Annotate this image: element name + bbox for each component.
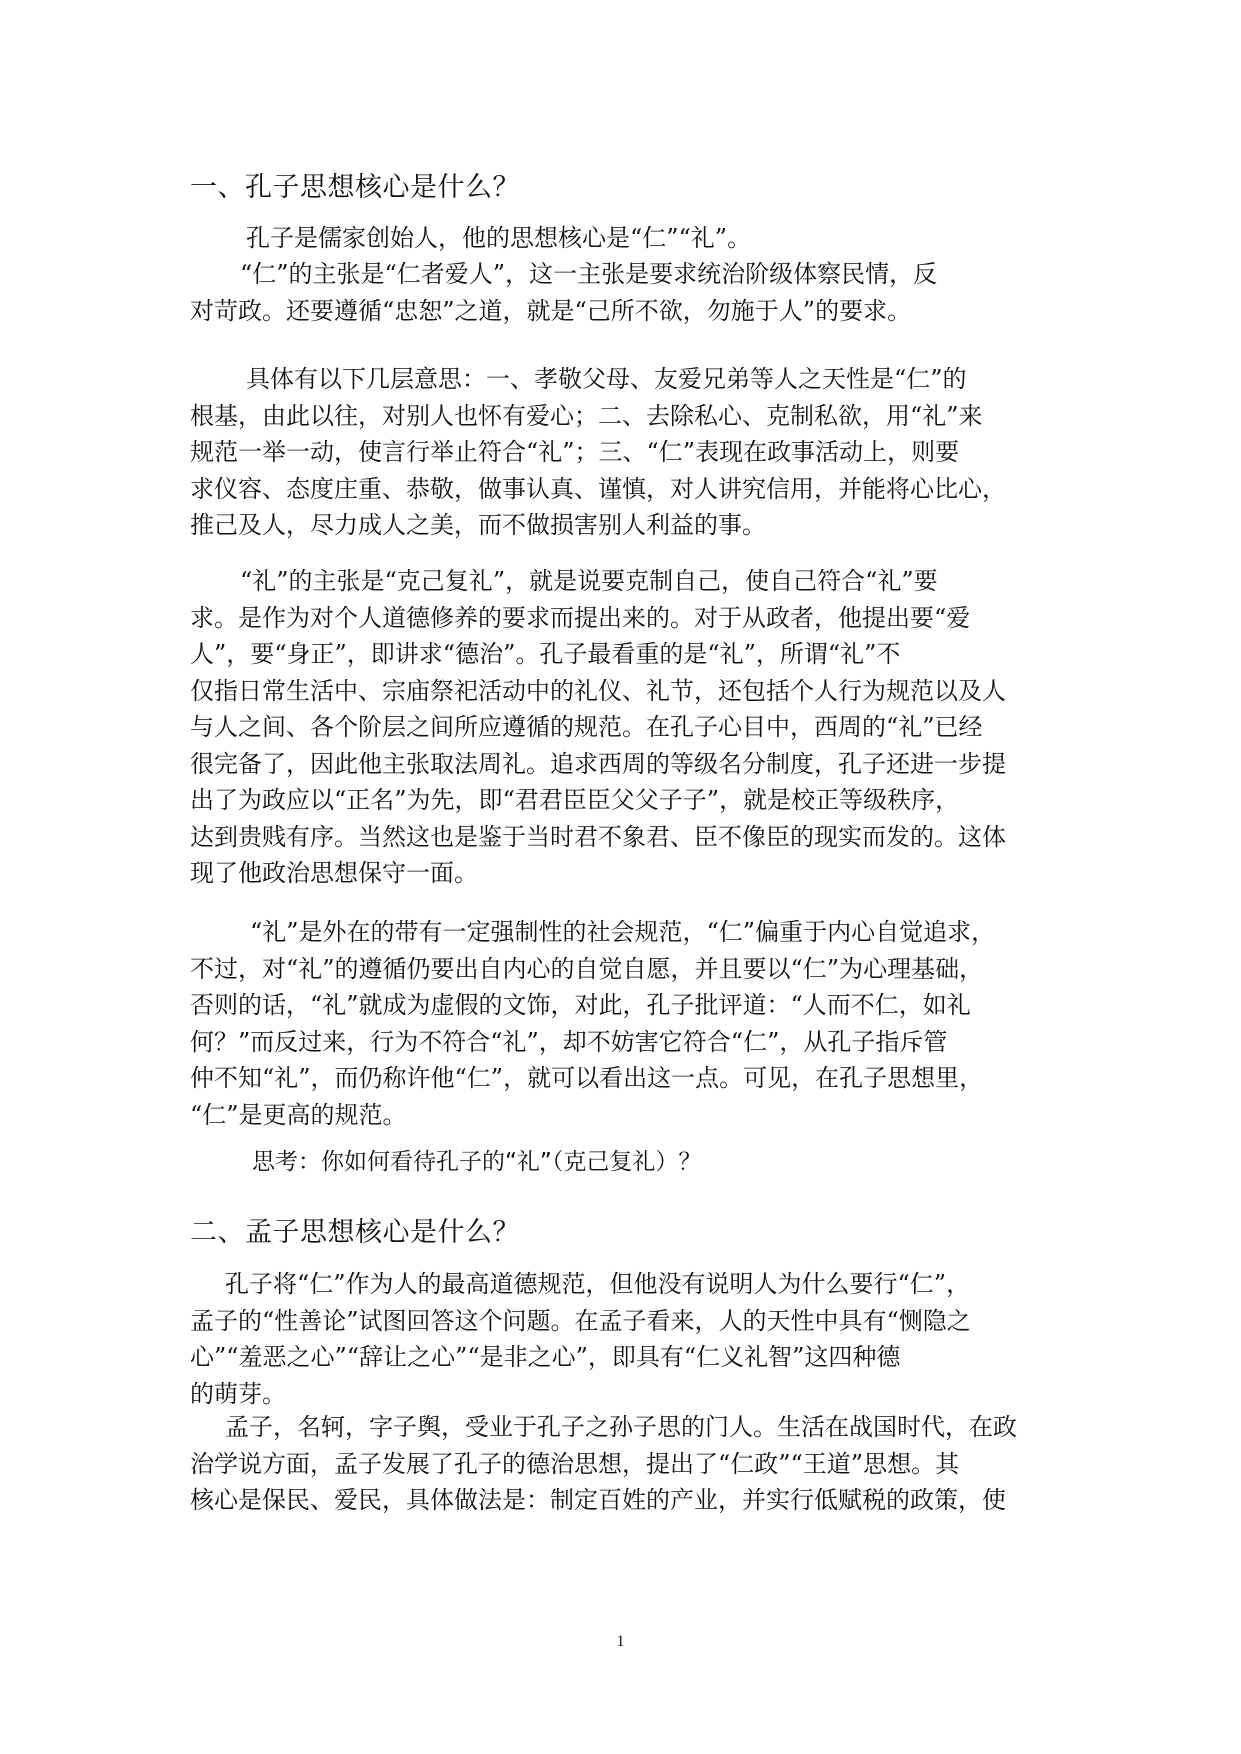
text-line: 规范一举一动，使言行举止符合“礼”；三、“仁”表现在政事活动上，则要 [190, 438, 960, 466]
section2-heading: 二、孟子思想核心是什么？ [190, 1217, 520, 1248]
section1-heading: 一、孔子思想核心是什么？ [190, 172, 520, 203]
think-question: 思考：你如何看待孔子的“礼”（克己复礼）？ [252, 1149, 702, 1175]
text-line: 人”，要“身正”，即讲求“德治”。孔子最看重的是“礼”，所谓“礼”不 [190, 640, 901, 668]
section1-paragraph-4 [190, 563, 1040, 892]
text-line: 对苛政。还要遵循“忠恕”之道，就是“己所不欲，勿施于人”的要求。 [190, 296, 912, 325]
text-line: 何？”而反过来，行为不符合“礼”，却不妨害它符合“仁”，从孔子指斥管 [190, 1027, 948, 1056]
text-line: 孔子将“仁”作为人的最高道德规范，但他没有说明人为什么要行“仁”， [225, 1270, 971, 1298]
text-line: 达到贵贱有序。当然这也是鉴于当时君不象君、臣不像臣的现实而发的。这体 [190, 822, 1006, 851]
text-line: 根基，由此以往，对别人也怀有爱心；二、去除私心、克制私欲，用“礼”来 [190, 401, 983, 430]
text-line: 仲不知“礼”，而仍称许他“仁”，就可以看出这一点。可见，在孔子思想里， [190, 1064, 984, 1092]
section2-paragraph-2 [190, 1409, 1040, 1519]
text-line: 求仪容、态度庄重、恭敬，做事认真、谨慎，对人讲究信用，并能将心比心， [190, 474, 1006, 503]
text-line: 与人之间、各个阶层之间所应遵循的规范。在孔子心目中，西周的“礼”已经 [190, 713, 983, 741]
text-line: 现了他政治思想保守一面。 [190, 859, 478, 887]
text-line: 求。是作为对个人道德修养的要求而提出来的。对于从政者，他提出要“爱 [190, 603, 971, 632]
page-number: 1 [616, 1633, 625, 1650]
text-line: 治学说方面，孟子发展了孔子的德治思想，提出了“仁政”“王道”思想。其 [190, 1449, 960, 1478]
text-line: 否则的话，“礼”就成为虚假的文饰，对此，孔子批评道：“人而不仁，如礼 [190, 991, 971, 1019]
section1-paragraph-3 [190, 361, 1040, 544]
text-line: 出了为政应以“正名”为先，即“君君臣臣父父子子”，就是校正等级秩序， [190, 786, 960, 814]
text-line: 推己及人，尽力成人之美，而不做损害别人利益的事。 [190, 511, 766, 539]
text-line: 仅指日常生活中、宗庙祭祀活动中的礼仪、礼节，还包括个人行为规范以及人 [190, 676, 1006, 705]
section2-paragraph-1 [190, 1266, 1040, 1412]
text-line: 核心是保民、爱民，具体做法是：制定百姓的产业，并实行低赋税的政策，使 [190, 1486, 1006, 1514]
text-line: “仁”是更高的规范。 [190, 1100, 407, 1129]
section1-paragraph-2 [190, 256, 1040, 329]
text-line: 很完备了，因此他主张取法周礼。追求西周的等级名分制度，孔子还进一步提 [190, 749, 1006, 778]
text-line: 孔子是儒家创始人，他的思想核心是“仁”“礼”。 [246, 224, 752, 252]
text-line: 具体有以下几层意思：一、孝敬父母、友爱兄弟等人之天性是“仁”的 [246, 365, 967, 393]
section1-paragraph-5 [190, 914, 1040, 1133]
section1-paragraph-1 [190, 220, 1040, 257]
text-line: “礼”是外在的带有一定强制性的社会规范，“仁”偏重于内心自觉追求， [250, 918, 996, 946]
text-line: “礼”的主张是“克己复礼”，就是说要克制自己，使自己符合“礼”要 [240, 567, 938, 595]
text-line: 的萌芽。 [190, 1379, 286, 1408]
text-line: 不过，对“礼”的遵循仍要出自内心的自觉自愿，并且要以“仁”为心理基础， [190, 954, 984, 983]
text-line: 孟子的“性善论”试图回答这个问题。在孟子看来，人的天性中具有“恻隐之 [190, 1306, 971, 1335]
text-line: 心”“羞恶之心”“辞让之心”“是非之心”，即具有“仁义礼智”这四种德 [190, 1343, 901, 1371]
text-line: 孟子，名轲，字子舆，受业于孔子之孙子思的门人。生活在战国时代，在政 [225, 1413, 1017, 1441]
text-line: “仁”的主张是“仁者爱人”，这一主张是要求统治阶级体察民情，反 [240, 260, 938, 288]
